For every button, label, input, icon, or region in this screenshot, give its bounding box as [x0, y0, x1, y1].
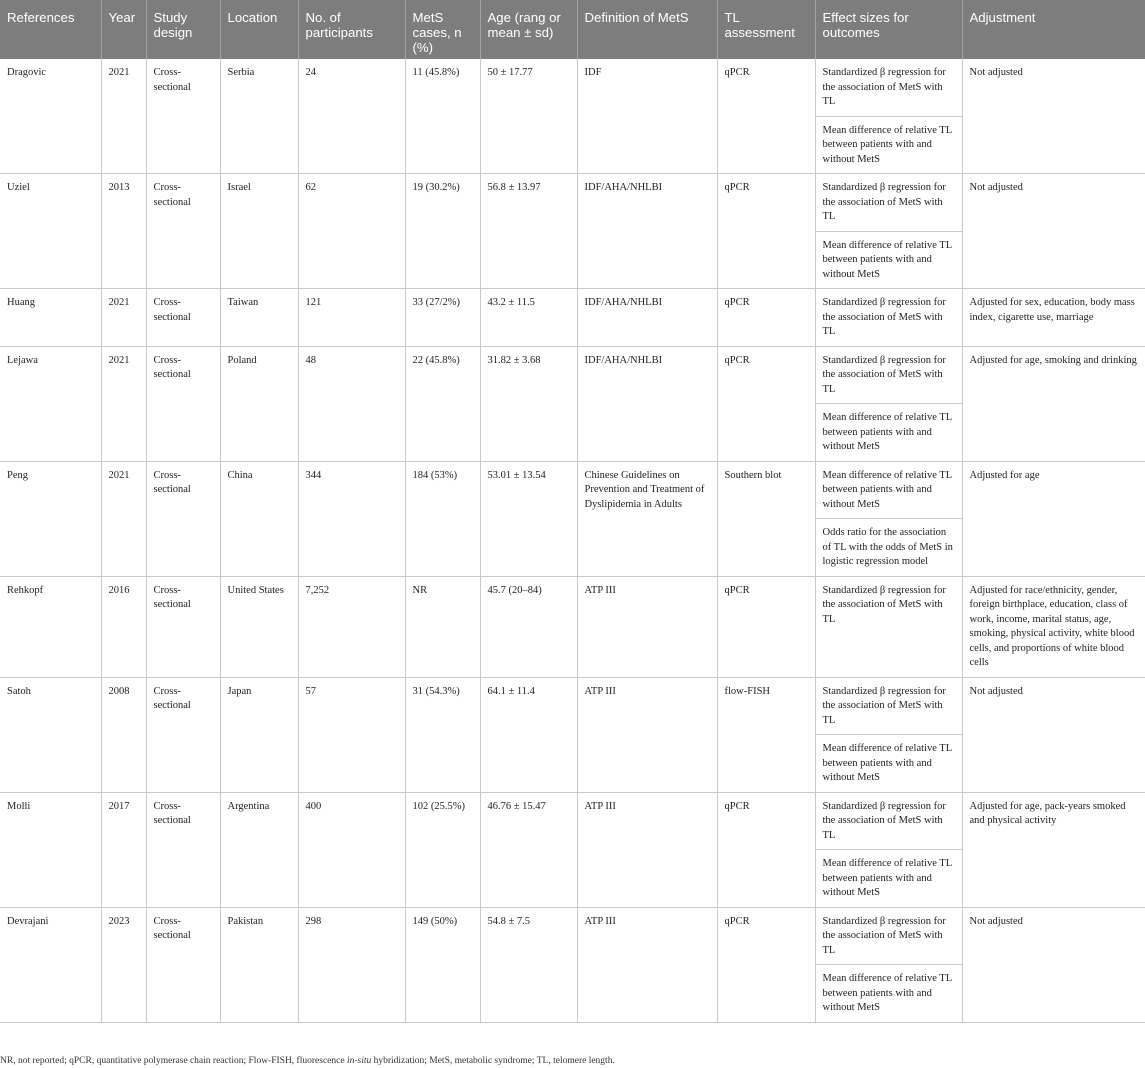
table-row — [0, 59, 1145, 174]
cell-year: 2021 — [101, 461, 146, 576]
cell-effect-sizes — [815, 346, 962, 461]
cell-mets-cases: 11 (45.8%) — [405, 59, 480, 174]
cell-participants: 298 — [298, 907, 405, 1022]
cell-adjustment: Adjusted for age — [962, 461, 1145, 576]
cell-tl-assessment: qPCR — [717, 289, 815, 347]
cell-adjustment: Not adjusted — [962, 59, 1145, 174]
cell-tl-assessment: Southern blot — [717, 461, 815, 576]
effect-size-entry: Standardized β regression for the association of MetS with TL — [822, 182, 946, 222]
cell-adjustment: Not adjusted — [962, 677, 1145, 792]
cell-tl-assessment: qPCR — [717, 792, 815, 907]
cell-year: 2008 — [101, 677, 146, 792]
cell-reference: Peng — [0, 461, 101, 576]
cell-adjustment: Adjusted for sex, education, body mass index, cigarette use, marriage — [962, 289, 1145, 347]
cell-study-design: Cross-sectional — [146, 289, 220, 347]
cell-tl-assessment: qPCR — [717, 346, 815, 461]
cell-study-design: Cross-sectional — [146, 792, 220, 907]
cell-mets-cases: 31 (54.3%) — [405, 677, 480, 792]
cell-participants: 121 — [298, 289, 405, 347]
cell-reference: Satoh — [0, 677, 101, 792]
effect-size-entry: Mean difference of relative TL between patients with and without MetS — [816, 964, 962, 1022]
cell-definition: IDF/AHA/NHLBI — [577, 346, 717, 461]
cell-location: Argentina — [220, 792, 298, 907]
cell-reference: Molli — [0, 792, 101, 907]
cell-age: 50 ± 17.77 — [480, 59, 577, 174]
cell-year: 2013 — [101, 174, 146, 289]
cell-year: 2016 — [101, 576, 146, 677]
cell-effect-sizes — [815, 461, 962, 576]
cell-age: 54.8 ± 7.5 — [480, 907, 577, 1022]
cell-participants: 57 — [298, 677, 405, 792]
cell-year: 2021 — [101, 59, 146, 174]
cell-age: 31.82 ± 3.68 — [480, 346, 577, 461]
header-effect-sizes: Effect sizes for outcomes — [815, 0, 962, 59]
cell-definition: ATP III — [577, 907, 717, 1022]
cell-effect-sizes — [815, 907, 962, 1022]
cell-reference: Huang — [0, 289, 101, 347]
cell-mets-cases: 22 (45.8%) — [405, 346, 480, 461]
cell-mets-cases: NR — [405, 576, 480, 677]
table-row — [0, 792, 1145, 907]
cell-study-design: Cross-sectional — [146, 59, 220, 174]
cell-location: Pakistan — [220, 907, 298, 1022]
table-row — [0, 907, 1145, 1022]
cell-age: 43.2 ± 11.5 — [480, 289, 577, 347]
header-row — [0, 0, 1145, 59]
cell-reference: Uziel — [0, 174, 101, 289]
header-age: Age (rang or mean ± sd) — [480, 0, 577, 59]
header-mets-cases: MetS cases, n (%) — [405, 0, 480, 59]
cell-age: 46.76 ± 15.47 — [480, 792, 577, 907]
cell-definition: ATP III — [577, 677, 717, 792]
cell-age: 64.1 ± 11.4 — [480, 677, 577, 792]
cell-year: 2021 — [101, 346, 146, 461]
cell-tl-assessment: qPCR — [717, 59, 815, 174]
table-row — [0, 174, 1145, 289]
footnote-text-after: hybridization; MetS, metabolic syndrome; TL, telomere length. — [371, 1056, 615, 1066]
header-tl-assessment: TL assessment — [717, 0, 815, 59]
effect-size-entry: Standardized β regression for the association of MetS with TL — [822, 685, 946, 726]
cell-mets-cases: 33 (27/2%) — [405, 289, 480, 347]
cell-adjustment: Not adjusted — [962, 174, 1145, 289]
table-row — [0, 346, 1145, 461]
cell-mets-cases: 184 (53%) — [405, 461, 480, 576]
header-adjustment: Adjustment — [962, 0, 1145, 59]
cell-participants: 24 — [298, 59, 405, 174]
cell-participants: 7,252 — [298, 576, 405, 677]
header-definition: Definition of MetS — [577, 0, 717, 59]
cell-effect-sizes — [815, 59, 962, 174]
cell-effect-sizes — [815, 792, 962, 907]
cell-tl-assessment: qPCR — [717, 576, 815, 677]
cell-adjustment: Not adjusted — [962, 907, 1145, 1022]
table-row — [0, 677, 1145, 792]
effect-size-entry: Mean difference of relative TL between patients with and without MetS — [816, 116, 962, 174]
cell-mets-cases: 19 (30.2%) — [405, 174, 480, 289]
effect-size-entry: Standardized β regression for the association of MetS with TL — [822, 800, 946, 841]
cell-effect-sizes — [815, 677, 962, 792]
table-body — [0, 59, 1145, 1022]
table-row — [0, 461, 1145, 576]
cell-definition: IDF — [577, 59, 717, 174]
header-references: References — [0, 0, 101, 59]
cell-study-design: Cross-sectional — [146, 346, 220, 461]
cell-participants: 344 — [298, 461, 405, 576]
effect-size-entry: Mean difference of relative TL between patients with and without MetS — [816, 231, 962, 289]
cell-effect-sizes — [815, 289, 962, 347]
header-location: Location — [220, 0, 298, 59]
cell-tl-assessment: qPCR — [717, 907, 815, 1022]
effect-size-entry: Standardized β regression for the association of MetS with TL — [822, 584, 946, 625]
cell-study-design: Cross-sectional — [146, 576, 220, 677]
cell-participants: 400 — [298, 792, 405, 907]
cell-definition: Chinese Guidelines on Prevention and Treatment of Dyslipidemia in Adults — [577, 461, 717, 576]
effect-size-entry: Mean difference of relative TL between patients with and without MetS — [816, 734, 962, 792]
cell-reference: Lejawa — [0, 346, 101, 461]
cell-tl-assessment: flow-FISH — [717, 677, 815, 792]
cell-participants: 48 — [298, 346, 405, 461]
cell-tl-assessment: qPCR — [717, 174, 815, 289]
cell-year: 2023 — [101, 907, 146, 1022]
effect-size-entry: Mean difference of relative TL between patients with and without MetS — [822, 469, 952, 510]
footnote-italic-term: in-situ — [346, 1056, 372, 1066]
cell-reference: Devrajani — [0, 907, 101, 1022]
cell-adjustment: Adjusted for age, pack-years smoked and physical activity — [962, 792, 1145, 907]
effect-size-entry: Standardized β regression for the association of MetS with TL — [822, 297, 946, 337]
header-participants: No. of participants — [298, 0, 405, 59]
header-study-design: Study design — [146, 0, 220, 59]
effect-size-entry: Mean difference of relative TL between patients with and without MetS — [816, 849, 962, 907]
cell-study-design: Cross-sectional — [146, 174, 220, 289]
cell-adjustment: Adjusted for age, smoking and drinking — [962, 346, 1145, 461]
cell-definition: ATP III — [577, 792, 717, 907]
cell-year: 2021 — [101, 289, 146, 347]
cell-location: Israel — [220, 174, 298, 289]
cell-participants: 62 — [298, 174, 405, 289]
table-footnote — [0, 1055, 1145, 1067]
cell-location: Serbia — [220, 59, 298, 174]
cell-location: United States — [220, 576, 298, 677]
table-row — [0, 576, 1145, 677]
cell-age: 56.8 ± 13.97 — [480, 174, 577, 289]
effect-size-entry: Odds ratio for the association of TL with the odds of MetS in logistic regression model — [816, 518, 962, 576]
cell-reference: Dragovic — [0, 59, 101, 174]
cell-adjustment: Adjusted for race/ethnicity, gender, foreign birthplace, education, class of work, income, marital status, age, smoking, physical activity, white blood cells, and proportions of white blood cells — [962, 576, 1145, 677]
cell-study-design: Cross-sectional — [146, 461, 220, 576]
cell-location: Poland — [220, 346, 298, 461]
cell-reference: Rehkopf — [0, 576, 101, 677]
effect-size-entry: Standardized β regression for the association of MetS with TL — [822, 915, 946, 956]
cell-definition: IDF/AHA/NHLBI — [577, 289, 717, 347]
cell-location: Taiwan — [220, 289, 298, 347]
cell-mets-cases: 149 (50%) — [405, 907, 480, 1022]
cell-definition: ATP III — [577, 576, 717, 677]
effect-size-entry: Standardized β regression for the association of MetS with TL — [822, 354, 946, 395]
cell-year: 2017 — [101, 792, 146, 907]
table-row — [0, 289, 1145, 347]
cell-study-design: Cross-sectional — [146, 677, 220, 792]
cell-location: China — [220, 461, 298, 576]
header-year: Year — [101, 0, 146, 59]
cell-age: 45.7 (20–84) — [480, 576, 577, 677]
cell-effect-sizes — [815, 576, 962, 677]
cell-age: 53.01 ± 13.54 — [480, 461, 577, 576]
footnote-text-before: NR, not reported; qPCR, quantitative polymerase chain reaction; Flow-FISH, fluorescence — [0, 1056, 347, 1066]
cell-location: Japan — [220, 677, 298, 792]
cell-effect-sizes — [815, 174, 962, 289]
cell-study-design: Cross-sectional — [146, 907, 220, 1022]
effect-size-entry: Mean difference of relative TL between patients with and without MetS — [816, 403, 962, 461]
cell-mets-cases: 102 (25.5%) — [405, 792, 480, 907]
cell-definition: IDF/AHA/NHLBI — [577, 174, 717, 289]
effect-size-entry: Standardized β regression for the association of MetS with TL — [822, 67, 946, 107]
